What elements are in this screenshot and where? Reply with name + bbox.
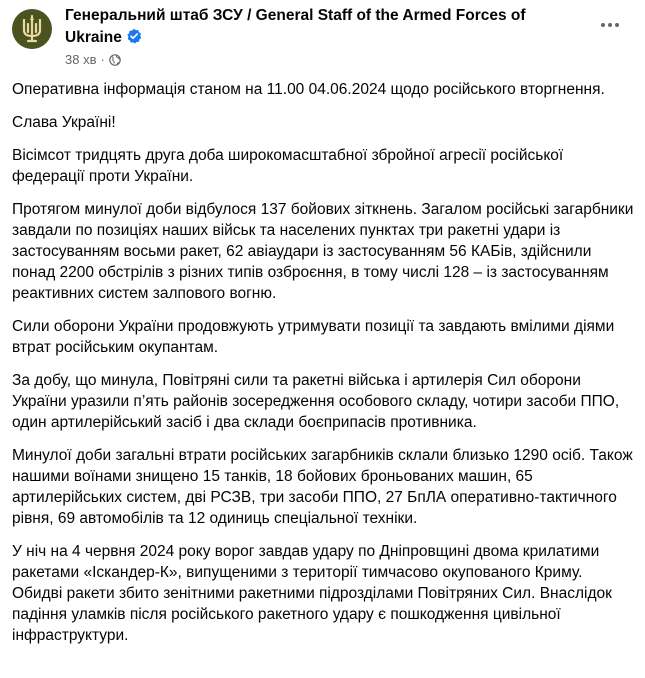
post-paragraph: Сили оборони України продовжують утримувати позиції та завдають вмілими діями втрат російським окупантам.: [12, 318, 615, 356]
post-paragraph: Вісімсот тридцять друга доба широкомасштабної збройної агресії російської федерації проти України.: [12, 147, 564, 185]
post-paragraph: Слава Україні!: [12, 114, 116, 131]
page-avatar[interactable]: [12, 9, 52, 49]
post-paragraph: Минулої доби загальні втрати російських загарбників склали близько 1290 осіб. Також нашими воїнами знищено 15 танків, 18 бойових броньованих машин, 65 артилерійських систем, дві РСЗВ, три засоби ППО, 27 БпЛА оперативно-тактичного рівня, 69 автомобілів та 12 одиниць спеціальної техніки.: [12, 447, 633, 527]
page-name-text[interactable]: Генеральний штаб ЗСУ / General Staff of the Armed Forces of Ukraine: [65, 7, 526, 46]
page-name-link[interactable]: [65, 5, 585, 49]
globe-icon[interactable]: [109, 54, 121, 66]
post-body: [12, 79, 634, 658]
trident-emblem-icon: [19, 14, 45, 44]
meta-separator: ·: [100, 52, 105, 67]
post-paragraph: Протягом минулої доби відбулося 137 бойових зіткнень. Загалом російські загарбники завдали по позиціях наших військ та населених пунктах три ракетні удари із застосуванням восьми ракет, 62 авіаудари із застосуванням 56 КАБів, здійснили понад 2200 обстрілів з різних типів озброєння, в тому числі 128 – із застосуванням реактивних систем залпового вогню.: [12, 201, 634, 302]
post-paragraph: Оперативна інформація станом на 11.00 04.06.2024 щодо російського вторгнення.: [12, 81, 605, 98]
post-paragraph: За добу, що минула, Повітряні сили та ракетні війська і артилерія Сил оборони України уразили п’ять районів зосередження особового складу, чотири засоби ППО, один артилерійський засіб і два склади боєприпасів противника.: [12, 372, 620, 431]
more-options-button[interactable]: [592, 7, 628, 43]
post-timestamp[interactable]: 38 хв: [65, 52, 97, 67]
more-options-icon: [600, 22, 620, 28]
post-header: [12, 5, 632, 71]
post-paragraph: У ніч на 4 червня 2024 року ворог завдав удару по Дніпровщині двома крилатими ракетами «Іскандер-К», випущеними з території тимчасово окупованого Криму. Обидві ракети збито зенітними ракетними підрозділами Повітряних Сил. Внаслідок падіння уламків після російського ракетного удару є пошкодження цивільної інфраструктури.: [12, 543, 612, 644]
verified-badge-icon: [126, 28, 142, 44]
post-meta: [65, 52, 121, 68]
